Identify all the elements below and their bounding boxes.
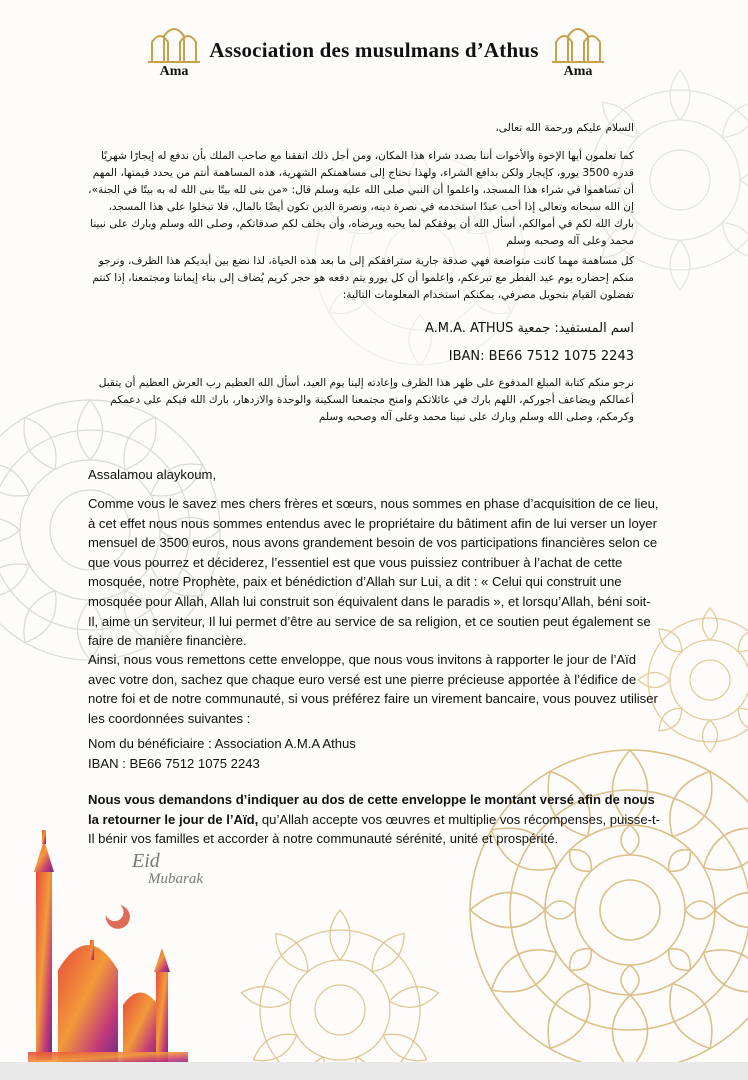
french-instruction-bold: Nous vous demandons d’indiquer au dos de cette enveloppe le montant versé afin de nous la retourner le jour de l’Aïd, <box>88 792 655 827</box>
arabic-paragraph-3: نرجو منكم كتابة المبلغ المدفوع على ظهر هذا الظرف وإعادته إلينا يوم العيد، أسأل الله العظيم رب العرش العظيم أن يتقبل أعمالكم ويضاعف أجوركم، اللهم بارك في عائلاتكم وامنح مجتمعنا السكينة والوحدة والازدهار، بارك الله فيكم على دعمكم وكرمكم، وصلى الله وسلم وبارك على نبينا محمد وعلى آله وصحبه وسلم <box>98 377 634 423</box>
french-bank-details <box>88 734 660 773</box>
french-paragraph-2: Ainsi, nous vous remettons cette enveloppe, que nous vous invitons à rapporter le jour de l’Aïd avec votre don, sachez que chaque euro versé est une pierre précieuse apportée à l’édifice de notre foi et de notre communauté, si vous préférez faire un virement bancaire, vous pouvez utiliser les coordonnées suivantes : <box>88 652 658 726</box>
arabic-beneficiary: اسم المستفيد: جمعية A.M.A. ATHUS <box>424 321 634 336</box>
arabic-greeting: السلام عليكم ورحمة الله تعالى، <box>495 122 634 134</box>
arabic-paragraph-2: كل مساهمة مهما كانت متواضعة فهي صدقة جارية سترافقكم إلى ما بعد هذه الحياة، لذا نضع بين أيديكم هذا الظرف، ونرجو منكم إحضاره يوم عيد الفطر مع تبرعكم، واعلموا أن كل يورو يتم دفعه هو حجر كريم يُضاف إلى بناء إيماننا ومجتمعنا، إذا كنتم تفضلون القيام بتحويل مصرفي، يمكنكم استخدام المعلومات التالية: <box>92 255 634 301</box>
page-title: Association des musulmans d’Athus <box>209 38 539 62</box>
letter-header <box>0 22 748 92</box>
french-paragraph-1: Comme vous le savez mes chers frères et sœurs, nous sommes en phase d’acquisition de ce lieu, à cet effet nous nous sommes entendus avec le propriétaire du bâtiment afin de lui verser un loyer mensuel de 3500 euros, nous avons grandement besoin de vos participations financières selon ce que vous pourrez et déciderez, l’essentiel est que vous puissiez contribuer à l’achat de cette mosquée, notre Prophète, paix et bénédiction d’Allah sur Lui, a dit : « Celui qui construit une mosquée pour Allah, Allah lui construit son équivalent dans le paradis », et lorsqu’Allah, béni soit-Il, aime un serviteur, Il lui permet d’être au service de sa religion, et ce soutien peut également se faire de manière financière. <box>88 496 659 649</box>
ama-logo-right <box>550 24 606 80</box>
mandala-gold-bottom-center-decoration <box>230 900 450 1062</box>
french-beneficiary: Nom du bénéficiaire : Association A.M.A Athus <box>88 736 356 751</box>
arabic-paragraph-1: كما تعلمون أيها الإخوة والأخوات أننا بصدد شراء هذا المكان، ومن أجل ذلك اتفقنا مع صاحب الملك بأن ندفع له إيجارًا شهريًا قدره 3500 يورو، كإيجار ولكن بدافع الشراء، ولهذا نحتاج إلى مساهمتكم الشهرية، هذه المساهمة أنتم من يحدد قيمتها، المهم أن تساهموا في شراء هذا المسجد، واعلموا أن النبي صلى الله عليه وسلم قال: «من بنى لله بيتًا بنى الله له به بيتًا في الجنة»، إن الله سبحانه وتعالى إذا أحب عبدًا استخدمه في نصرة دينه، ونصرة الدين تكون أيضًا بالمال، فلا تبخلوا على هذا المسجد، بارك الله لكم في أموالكم، أسأل الله أن يوفقكم لما يحبه ويرضاه، وأن يخلف لكم صدقاتكم، وصلى الله وسلم وبارك على نبينا محمد وعلى آله وصحبه وسلم <box>88 150 634 247</box>
french-greeting: Assalamou alaykoum, <box>88 467 217 482</box>
eid-mubarak-lettering <box>132 850 203 888</box>
french-closing-blessing: qu’Allah accepte vos œuvres et multiplie vos récompenses, puisse-t-Il bénir vos familles et accorder à notre communauté sérénité, unité et prospérité. <box>88 811 660 847</box>
eid-word: Eid <box>132 850 160 872</box>
french-iban: IBAN : BE66 7512 1075 2243 <box>88 755 260 771</box>
arabic-iban: IBAN: BE66 7512 1075 2243 <box>448 349 634 364</box>
mubarak-word: Mubarak <box>148 871 203 887</box>
mosque-arches-icon <box>550 24 606 64</box>
logo-text: Ama <box>159 64 189 79</box>
french-paragraph-3 <box>88 790 660 849</box>
logo-text: Ama <box>563 64 593 79</box>
viewer-bottom-strip <box>0 1062 748 1080</box>
